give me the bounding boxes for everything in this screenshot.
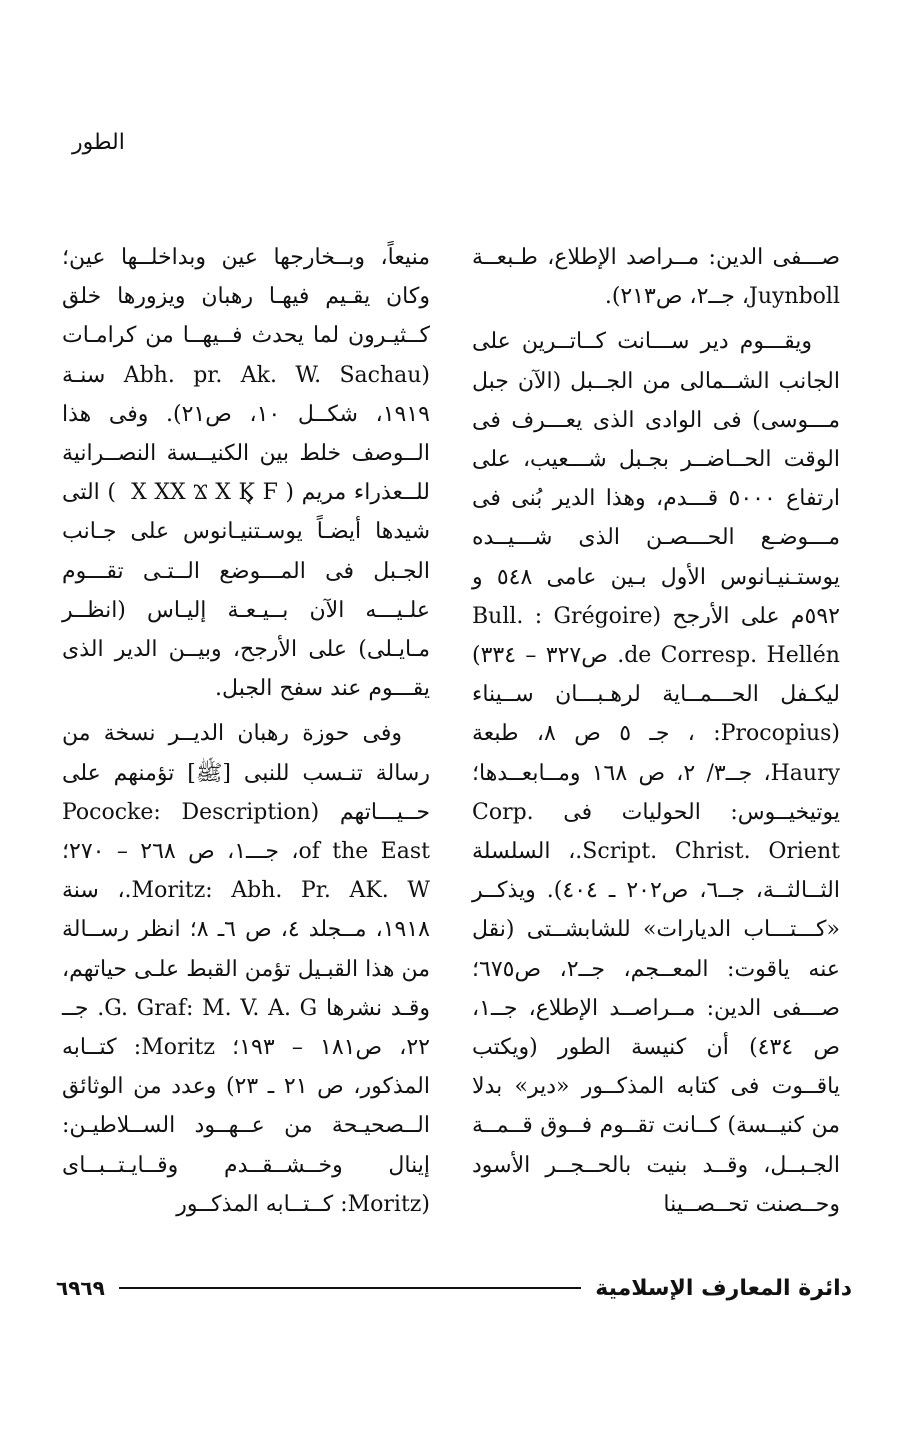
- paragraph: منيعاً، وبــخارجها عين وبداخلــها عين؛ وكان يقـيم فيهـا رهبان ويزورها خلق كــثيـرون لما يحدث فــيهــا من كرامـات (Abh. pr. Ak. W. Sachau سنـة ١٩١٩، شكــل ١٠، ص٢١). وفى هذا الــوصف خلط بين الكنيــسة النصــرانية للــعذراء مريم ( ‎ ‎Χ ΧΧ Ϫ Χ Ϗ Ϝ ) التى شيدها أيضـاً يوسـتنيـانوس على جـانب الجـبل فى المـــوضع الــتـى تقـــوم علـيـــه الآن بــيـعـة إليـاس (انظــر مـايـلى) على الأرجح، وبيــن الدير الذى يقـــوم عند سفح الجبل.: [62, 245, 430, 702]
- running-head: الطور: [72, 130, 125, 155]
- page-number: ٦٩٦٩: [56, 1276, 105, 1300]
- paragraph: ويقـــوم دير ســـانت كــاتــرين على الجانب الشــمالى من الجــبل (الآن جبل مـــوسى) فى الوادى الذى يعـــرف فى الوقت الحــاضــر بجـبل شـــعيب، على ارتفاع ٥٠٠٠ قـــدم، وهذا الدير بُنى فى مـــوضـع الحـــصـن الذى شـــيــده يوستـنيـانوس الأول بـين عامى ٥٤٨ و ٥٩٢م على الأرجح (Bull. : Grégoire de Corresp. Hellén. ص٣٢٧ – ٣٣٤) ليكـفل الحـــمــاية لرهـبـــان ســيناء (Procopius: ، جـ ٥ ص ٨، طبعة Haury، جــ٣/ ٢، ص ١٦٨ ومــابعــدها؛ يوتيخيــوس: الحوليات فى Corp. Script. Christ. Orient.، السلسلة الثــالثــة، جــ٦، ص٢٠٢ ـ ٤٠٤). ويذكــر «كـــتـــاب الديارات» للشابشــتى (نقل عنه ياقوت: المعــجم، جــ٢، ص٦٧٥؛ صـــفى الدين: مــراصــد الإطلاع، جــ١، ص ٤٣٤) أن كنيسة الطور (ويكتب ياقــوت فى كتابه المذكــور «دير» بدلا من كنيــسة) كــانت تقــوم فــوق قــمــة الجـبــل، وقــد بنيت بالحــجــر الأسود وحــصنت تحــصــينا: [472, 329, 841, 1217]
- right-column: [472, 238, 840, 1224]
- page-footer: [56, 1268, 852, 1308]
- paragraph: وفى حوزة رهبان الديــر نسخة من رسالة تنـسب للنبى [ﷺ] تؤمنهم على حــيـــاتهم (Pococke: Description of the East، جـــ١، ص ٢٦٨ – ٢٧٠؛ Moritz: Abh. Pr. AK. W.، سنة ١٩١٨، مــجلد ٤، ص ٦ـ ٨؛ انظر رســالة من هذا القبـيل تؤمن القبط علـى حياتهم، وقـد نشرها G. Graf: M. V. A. G. جــ ٢٢، ص١٨١ – ١٩٣؛ Moritz: كتــابه المذكور، ص ٢١ ـ ٢٣) وعدد من الوثائق الــصحيـحة من عــهــود الســلاطيـن: إينال وخــشــقــدم وقــايـتــبــاى (Moritz: كــتــابه المذكــور: [62, 721, 430, 1217]
- footer-title: دائرة المعارف الإسلامية: [595, 1275, 852, 1301]
- left-column: [62, 238, 430, 1224]
- paragraph: صـــفى الدين: مــراصد الإطلاع، طـبعــة Juynboll، جــ٢، ص٢١٣).: [472, 245, 840, 310]
- footer-rule: [119, 1287, 581, 1289]
